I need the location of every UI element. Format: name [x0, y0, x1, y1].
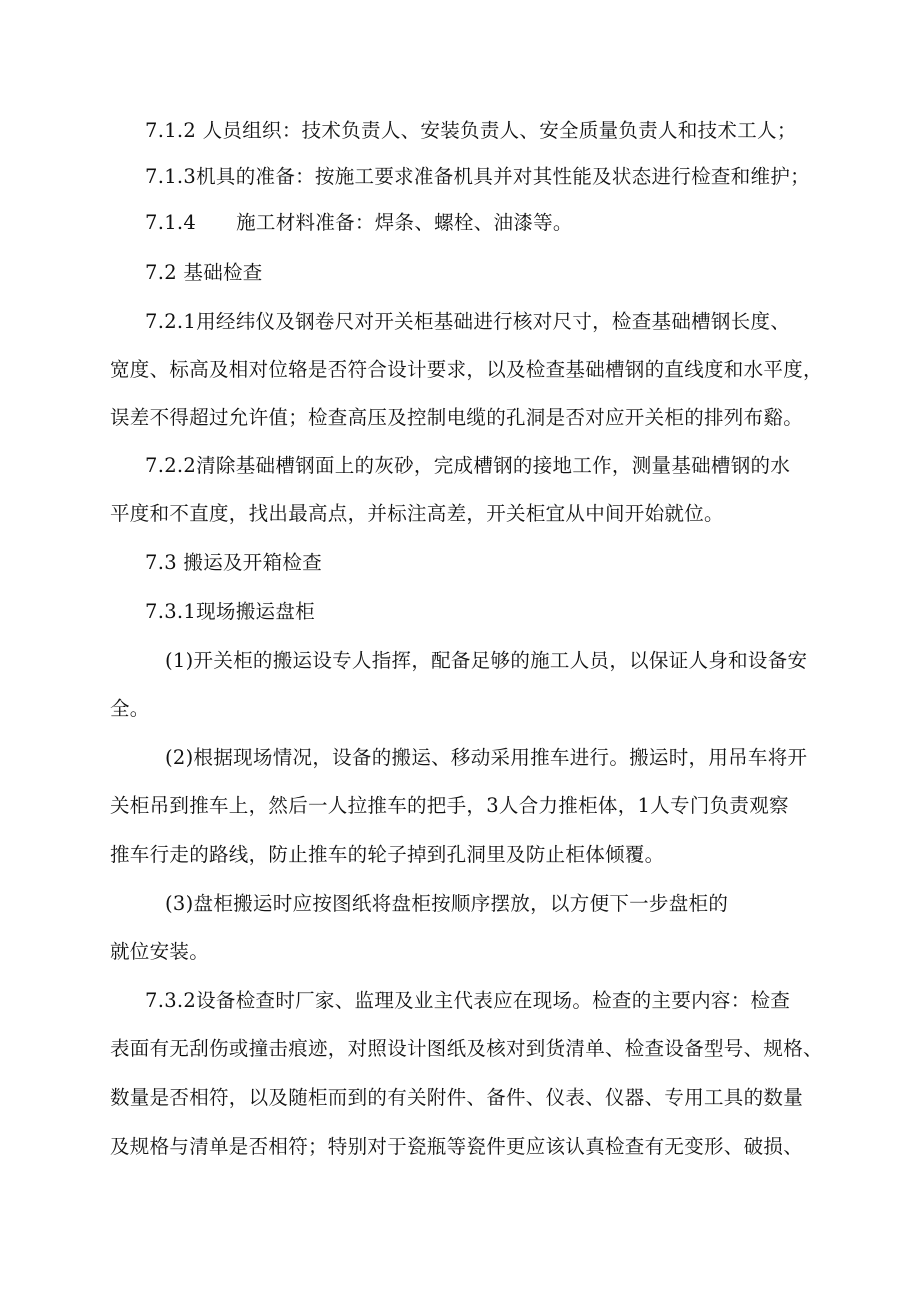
- paragraph-line: 误差不得超过允许值；检查高压及控制电缆的孔洞是否对应开关柜的排列布谿。: [110, 406, 804, 429]
- paragraph-line: 宽度、标高及相对位辂是否符合设计要求，以及检查基础槽钢的直线度和水平度，: [110, 358, 823, 381]
- paragraph-line: 7.2.2清除基础槽钢面上的灰砂，完成槽钢的接地工作，测量基础槽钢的水: [145, 454, 791, 477]
- paragraph-line: (3)盘柜搬运时应按图纸将盘柜按顺序摆放，以方便下一步盘柜的: [165, 892, 729, 915]
- paragraph-line: 表面有无刮伤或撞击痕迹，对照设计图纸及核对到货清单、检查设备型号、规格、: [110, 1037, 823, 1060]
- paragraph-line: 平度和不直度，找出最高点，并标注高差，开关柜宜从中间开始就位。: [110, 502, 724, 525]
- paragraph-line: 及规格与清单是否相符；特别对于瓷瓶等瓷件更应该认真检查有无变形、破损、: [110, 1135, 804, 1158]
- paragraph-line: [145, 210, 573, 236]
- paragraph-line: (2)根据现场情况，设备的搬运、移动采用推车进行。搬运时，用吊车将开: [165, 746, 808, 769]
- paragraph-line: 就位安装。: [110, 940, 210, 963]
- section-heading: 7.3 搬运及开箱检查: [145, 551, 323, 574]
- paragraph-line: 7.3.2设备检查时厂家、监理及业主代表应在现场。检查的主要内容：检查: [145, 989, 791, 1012]
- section-heading: 7.2 基础检查: [145, 261, 263, 284]
- paragraph-line: 推车行走的路线，防止推车的轮子掉到孔洞里及防止柜体倾覆。: [110, 843, 665, 866]
- paragraph-line: 全。: [110, 697, 150, 720]
- paragraph-line: 7.1.2 人员组织：技术负责人、安装负责人、安全质量负责人和技术工人；: [145, 119, 797, 142]
- paragraph-line: 关柜吊到推车上，然后一人拉推车的把手，3人合力推柜体，1人专门负责观察: [110, 794, 789, 817]
- subsection-heading: 7.3.1现场搬运盘柜: [145, 600, 315, 623]
- paragraph-line: (1)开关柜的搬运设专人指挥，配备足够的施工人员，以保证人身和设备安: [165, 649, 808, 672]
- paragraph-line: 7.2.1用经纬仪及钢卷尺对开关柜基础进行核对尺寸，检查基础槽钢长度、: [145, 310, 791, 333]
- paragraph-line: 7.1.3机具的准备：按施工要求准备机具并对其性能及状态进行检查和维护；: [145, 165, 810, 188]
- paragraph-line: 数量是否相符，以及随柜而到的有关附件、备件、仪表、仪器、专用工具的数量: [110, 1086, 804, 1109]
- paragraph-text: 施工材料准备：焊条、螺栓、油漆等。: [236, 211, 573, 234]
- section-number: 7.1.4: [145, 211, 197, 234]
